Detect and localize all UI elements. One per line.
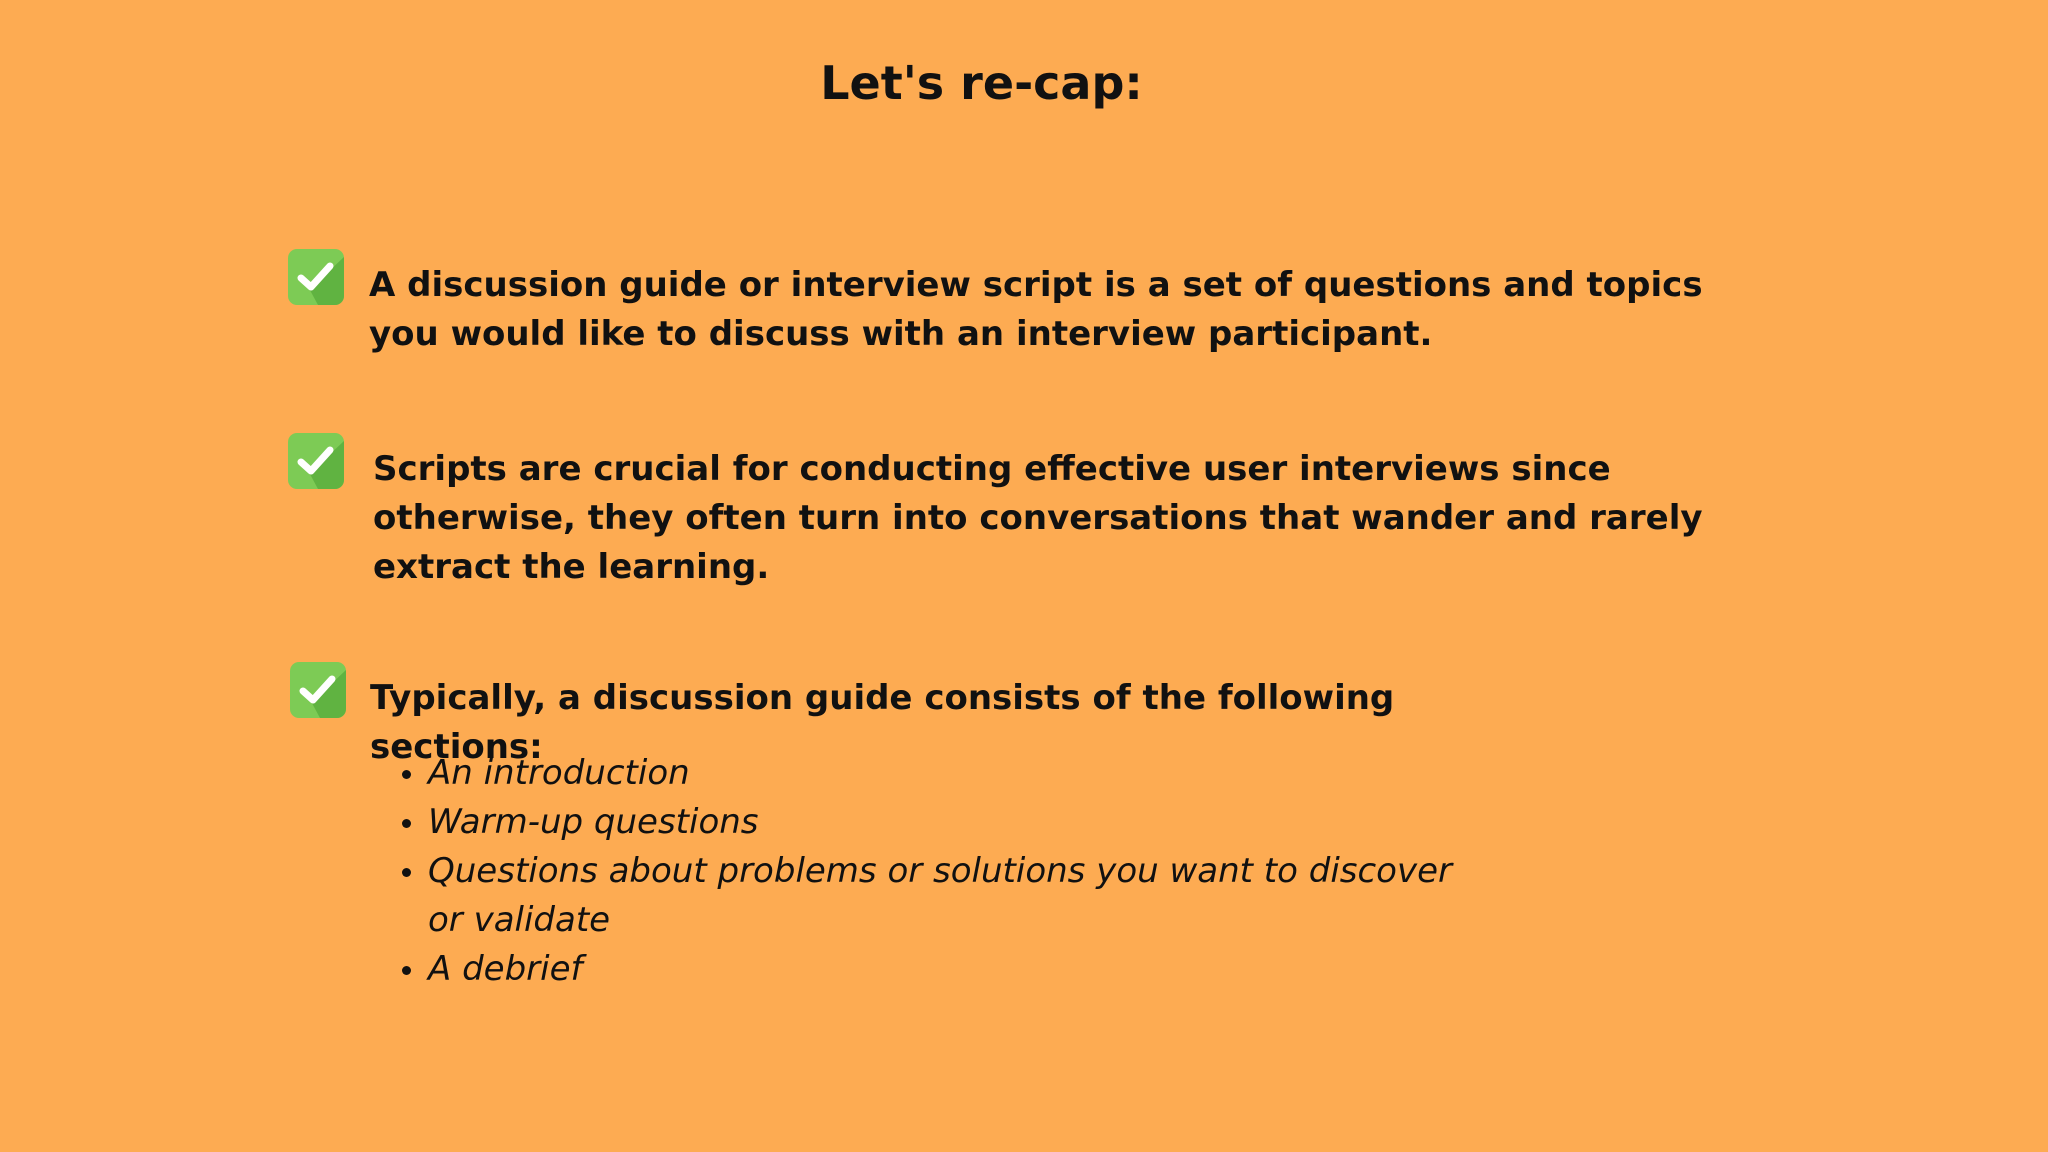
check-icon <box>288 249 344 305</box>
sections-list <box>402 749 1452 994</box>
slide-title: Let's re-cap: <box>820 56 1143 110</box>
list-item: Questions about problems or solutions you want to discover or validate <box>402 847 1452 945</box>
list-item: A debrief <box>402 945 1452 994</box>
recap-point-text: Scripts are crucial for conducting effective user interviews since otherwise, they often turn into conversations that wander and rarely extract the learning. <box>373 449 1703 587</box>
check-icon <box>288 433 344 489</box>
recap-point-1 <box>288 249 1749 359</box>
list-item: An introduction <box>402 749 1452 798</box>
recap-point-text: A discussion guide or interview script is a set of questions and topics you would like to discuss with an interview participant. <box>369 265 1703 354</box>
recap-point-2 <box>288 433 1793 592</box>
check-icon <box>290 662 346 718</box>
recap-point-text: Typically, a discussion guide consists of the following sections: <box>370 678 1395 767</box>
list-item: Warm-up questions <box>402 798 1452 847</box>
